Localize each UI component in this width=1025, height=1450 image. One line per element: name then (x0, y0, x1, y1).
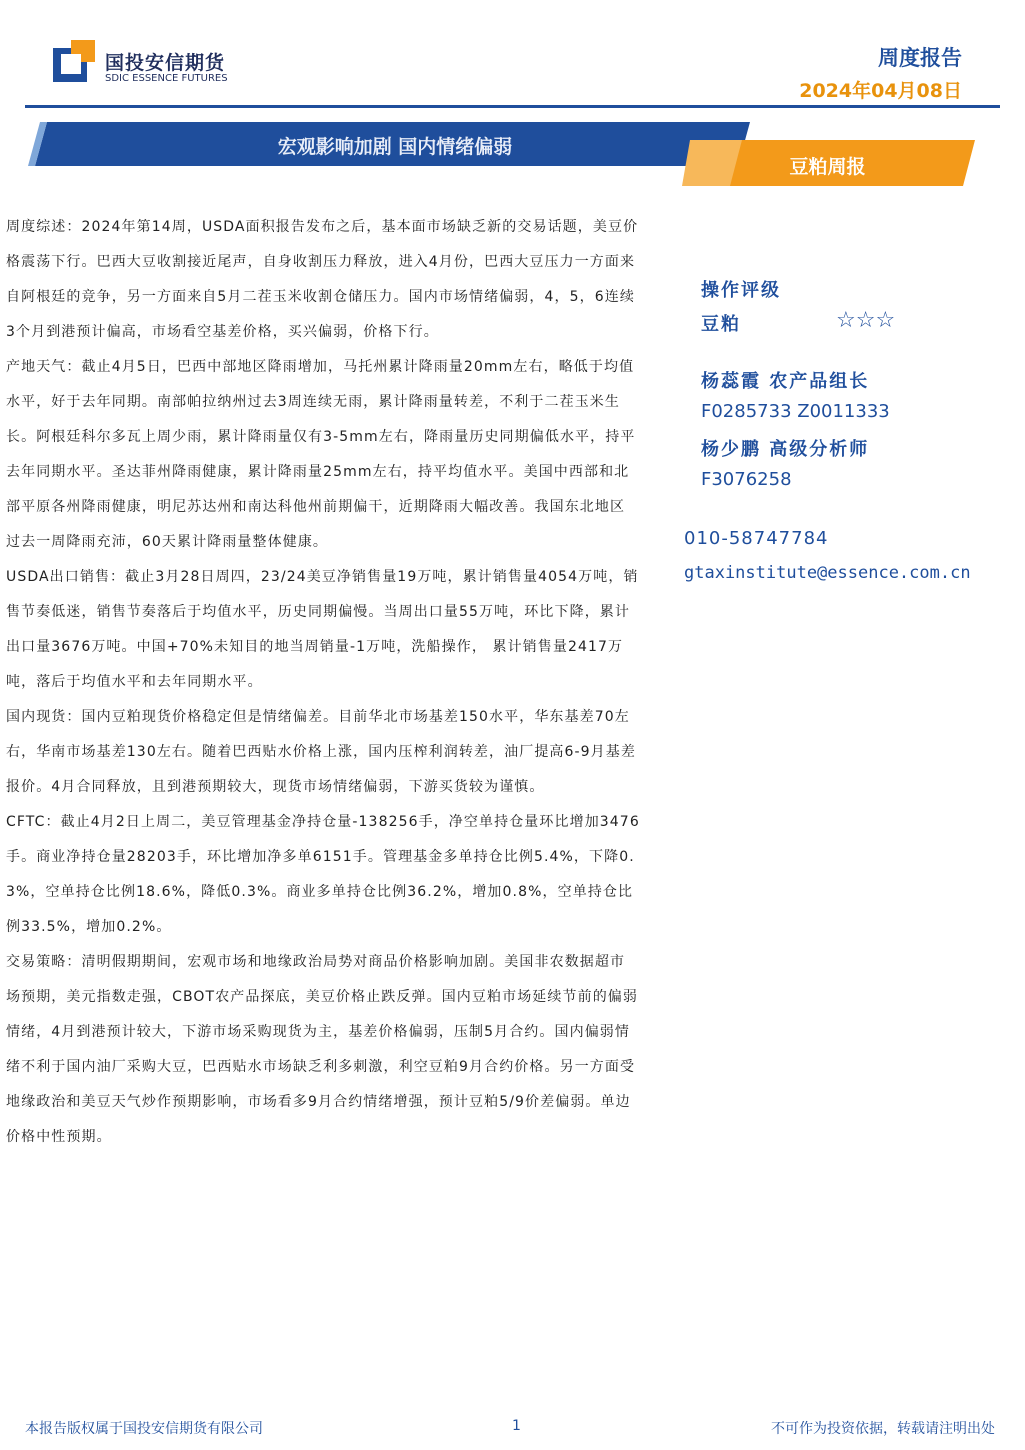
header-divider (25, 105, 1000, 108)
paragraph-domestic-spot: 国内现货：国内豆粕现货价格稳定但是情绪偏差。目前华北市场基差150水平，华东基差70左右，华南市场基差130左右。随着巴西贴水价格上涨，国内压榨利润转差，油厂提高6-9月基差报价。4月合同释放，且到港预期较大，现货市场情绪偏弱，下游买货较为谨慎。 (6, 709, 636, 795)
paragraph-weather: 产地天气：截止4月5日，巴西中部地区降雨增加，马托州累计降雨量20mm左右，略低于均值水平，好于去年同期。南部帕拉纳州过去3周连续无雨，累计降雨量转差，不利于二茬玉米生长。阿根廷科尔多瓦上周少雨，累计降雨量仅有3-5mm左右，降雨量历史同期偏低水平，持平去年同期水平。圣达菲州降雨健康，累计降雨量25mm左右，持平均值水平。美国中西部和北部平原各州降雨健康，明尼苏达州和南达科他州前期偏干，近期降雨大幅改善。我国东北地区过去一周降雨充沛，60天累计降雨量整体健康。 (6, 359, 636, 550)
paragraph-usda-export: USDA出口销售：截止3月28日周四，23/24美豆净销售量19万吨，累计销售量4054万吨，销售节奏低迷，销售节奏落后于均值水平，历史同期偏慢。当周出口量55万吨，环比下降，累计出口量3676万吨。中国+70%未知目的地当周销量-1万吨，洗船操作， 累计销售量2417万吨，落后于均值水平和去年同期水平。 (6, 569, 639, 690)
analyst-1-name: 杨蕊霞 农产品组长 (701, 371, 870, 392)
paragraph-cftc: CFTC：截止4月2日上周二，美豆管理基金净持仓量-138256手，净空单持仓量环比增加3476手。商业净持仓量28203手，环比增加净多单6151手。管理基金多单持仓比例5.4%，下降0.3%，空单持仓比例18.6%，降低0.3%。商业多单持仓比例36.2%，增加0.8%，空单持仓比例33.5%，增加0.2%。 (6, 814, 640, 935)
rating-stars-icon: ☆☆☆ (836, 308, 896, 333)
rating-product: 豆粕 (701, 314, 741, 335)
page-number: 1 (512, 1418, 521, 1434)
footer-disclaimer: 不可作为投资依据，转载请注明出处 (771, 1421, 995, 1437)
logo-mark-icon (53, 40, 95, 82)
report-category-tag: 豆粕周报 (789, 156, 866, 178)
analyst-2-name: 杨少鹏 高级分析师 (701, 439, 870, 460)
title-banner (0, 118, 1025, 193)
report-type: 周度报告 (878, 46, 962, 70)
analyst-2-cert: F3076258 (701, 469, 792, 490)
company-logo (53, 40, 233, 90)
logo-english-name: SDIC ESSENCE FUTURES (105, 73, 228, 84)
contact-phone: 010-58747784 (684, 528, 829, 549)
contact-email[interactable]: gtaxinstitute@essence.com.cn (684, 563, 971, 583)
page-footer (0, 1418, 1025, 1440)
footer-copyright: 本报告版权属于国投安信期货有限公司 (25, 1421, 263, 1437)
report-body (6, 210, 640, 1155)
logo-chinese-name: 国投安信期货 (105, 52, 226, 74)
paragraph-weekly-summary: 周度综述：2024年第14周，USDA面积报告发布之后，基本面市场缺乏新的交易话题，美豆价格震荡下行。巴西大豆收割接近尾声，自身收割压力释放，进入4月份，巴西大豆压力一方面来自阿根廷的竞争，另一方面来自5月二茬玉米收割仓储压力。国内市场情绪偏弱，4，5，6连续3个月到港预计偏高，市场看空基差价格，买兴偏弱，价格下行。 (6, 219, 639, 340)
report-title: 宏观影响加剧 国内情绪偏弱 (277, 136, 513, 158)
analyst-1-cert: F0285733 Z0011333 (701, 401, 890, 422)
paragraph-trading-strategy: 交易策略：清明假期期间，宏观市场和地缘政治局势对商品价格影响加剧。美国非农数据超市场预期，美元指数走强，CBOT农产品探底，美豆价格止跌反弹。国内豆粕市场延续节前的偏弱情绪，4月到港预计较大，下游市场采购现货为主，基差价格偏弱，压制5月合约。国内偏弱情绪不利于国内油厂采购大豆，巴西贴水市场缺乏利多刺激，利空豆粕9月合约价格。另一方面受地缘政治和美豆天气炒作预期影响，市场看多9月合约情绪增强，预计豆粕5/9价差偏弱。单边价格中性预期。 (6, 954, 639, 1145)
report-date: 2024年04月08日 (799, 80, 962, 102)
rating-title: 操作评级 (701, 280, 781, 301)
